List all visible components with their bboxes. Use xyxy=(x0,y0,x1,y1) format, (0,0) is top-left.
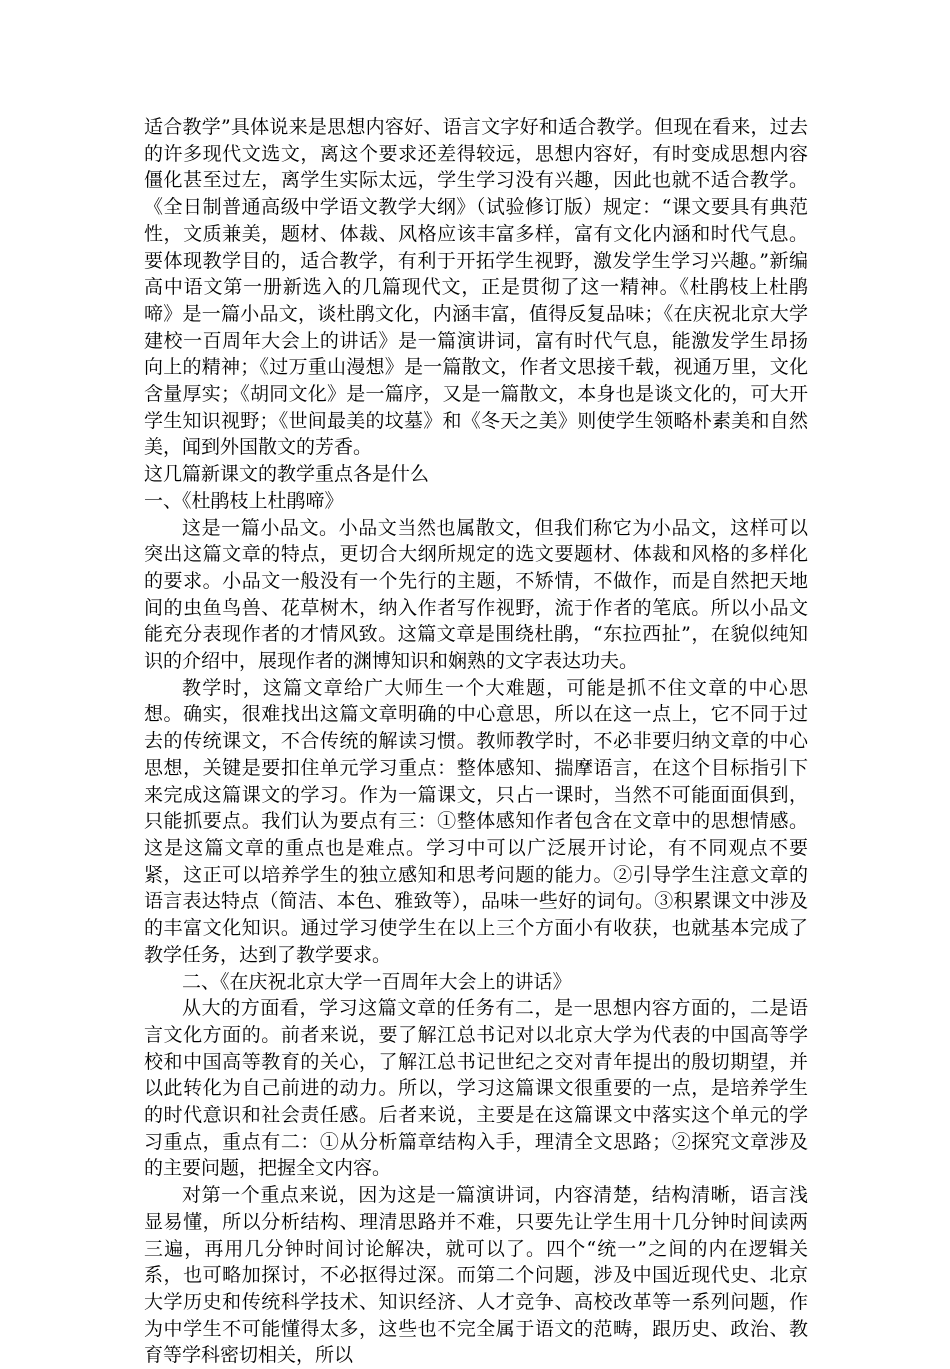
section-heading-1: 一、《杜鹃枝上杜鹃啼》 xyxy=(144,489,344,512)
document-body xyxy=(144,114,808,1369)
paragraph-2-2: 对第一个重点来说，因为这是一篇演讲词，内容清楚，结构清晰，语言浅显易懂，所以分析结构、理清思路并不难，只要先让学生用十几分钟时间读两三遍，再用几分钟时间讨论解决，就可以了。四个“统一”之间的内在逻辑关系，也可略加探讨，不必抠得过深。而第二个问题，涉及中国近现代史、北京大学历史和传统科学技术、知识经济、人才竞争、高校改革等一系列问题，作为中学生不可能懂得太多，这些也不完全属于语文的范畴，跟历史、政治、教育等学科密切相关，所以 xyxy=(144,1184,808,1367)
paragraph-intro: 适合教学”具体说来是思想内容好、语言文字好和适合教学。但现在看来，过去的许多现代文选文，离这个要求还差得较远，思想内容好，有时变成思想内容僵化甚至过左，离学生实际太远，学生学习没有兴趣，因此也就不适合教学。《全日制普通高级中学语文教学大纲》（试验修订版）规定：“课文要具有典范性，文质兼美，题材、体裁、风格应该丰富多样，富有文化内涵和时代气息。要体现教学目的，适合教学，有利于开拓学生视野，激发学生学习兴趣。”新编高中语文第一册新选入的几篇现代文，正是贯彻了这一精神。《杜鹃枝上杜鹃啼》是一篇小品文，谈杜鹃文化，内涵丰富，值得反复品味；《在庆祝北京大学建校一百周年大会上的讲话》是一篇演讲词，富有时代气息，能激发学生昂扬向上的精神；《过万重山漫想》是一篇散文，作者文思接千载，视通万里，文化含量厚实；《胡同文化》是一篇序，又是一篇散文，本身也是谈文化的，可大开学生知识视野；《世间最美的坟墓》和《冬天之美》则使学生领略朴素美和自然美，闻到外国散文的芳香。 xyxy=(144,116,808,459)
paragraph-2-1: 从大的方面看，学习这篇文章的任务有二，是一思想内容方面的，二是语言文化方面的。前者来说，要了解江总书记对以北京大学为代表的中国高等学校和中国高等教育的关心，了解江总书记世纪之交对青年提出的殷切期望，并以此转化为自己前进的动力。所以，学习这篇课文很重要的一点，是培养学生的时代意识和社会责任感。后者来说，主要是在这篇课文中落实这个单元的学习重点，重点有二：①从分析篇章结构入手，理清全文思路；②探究文章涉及的主要问题，把握全文内容。 xyxy=(144,997,808,1180)
paragraph-1-2: 教学时，这篇文章给广大师生一个大难题，可能是抓不住文章的中心思想。确实，很难找出这篇文章明确的中心意思，所以在这一点上，它不同于过去的传统课文，不合传统的解读习惯。教师教学时，不必非要归纳文章的中心思想，关键是要扣住单元学习重点：整体感知、揣摩语言，在这个目标指引下来完成这篇课文的学习。作为一篇课文，只占一课时，当然不可能面面俱到，只能抓要点。我们认为要点有三：①整体感知作者包含在文章中的思想情感。这是这篇文章的重点也是难点。学习中可以广泛展开讨论，有不同观点不要紧，这正可以培养学生的独立感知和思考问题的能力。②引导学生注意文章的语言表达特点（简洁、本色、雅致等），品味一些好的词句。③积累课文中涉及的丰富文化知识。通过学习使学生在以上三个方面小有收获，也就基本完成了教学任务，达到了教学要求。 xyxy=(144,676,808,966)
section-heading-2: 二、《在庆祝北京大学一百周年大会上的讲话》 xyxy=(182,970,572,993)
section-question-heading: 这几篇新课文的教学重点各是什么 xyxy=(144,463,430,486)
paragraph-1-1: 这是一篇小品文。小品文当然也属散文，但我们称它为小品文，这样可以突出这篇文章的特点，更切合大纲所规定的选文要题材、体裁和风格的多样化的要求。小品文一般没有一个先行的主题，不矫情，不做作，而是自然把天地间的虫鱼鸟兽、花草树木，纳入作者写作视野，流于作者的笔底。所以小品文能充分表现作者的才情风致。这篇文章是围绕杜鹃，“东拉西扯”，在貌似纯知识的介绍中，展现作者的渊博知识和娴熟的文字表达功夫。 xyxy=(144,516,808,673)
